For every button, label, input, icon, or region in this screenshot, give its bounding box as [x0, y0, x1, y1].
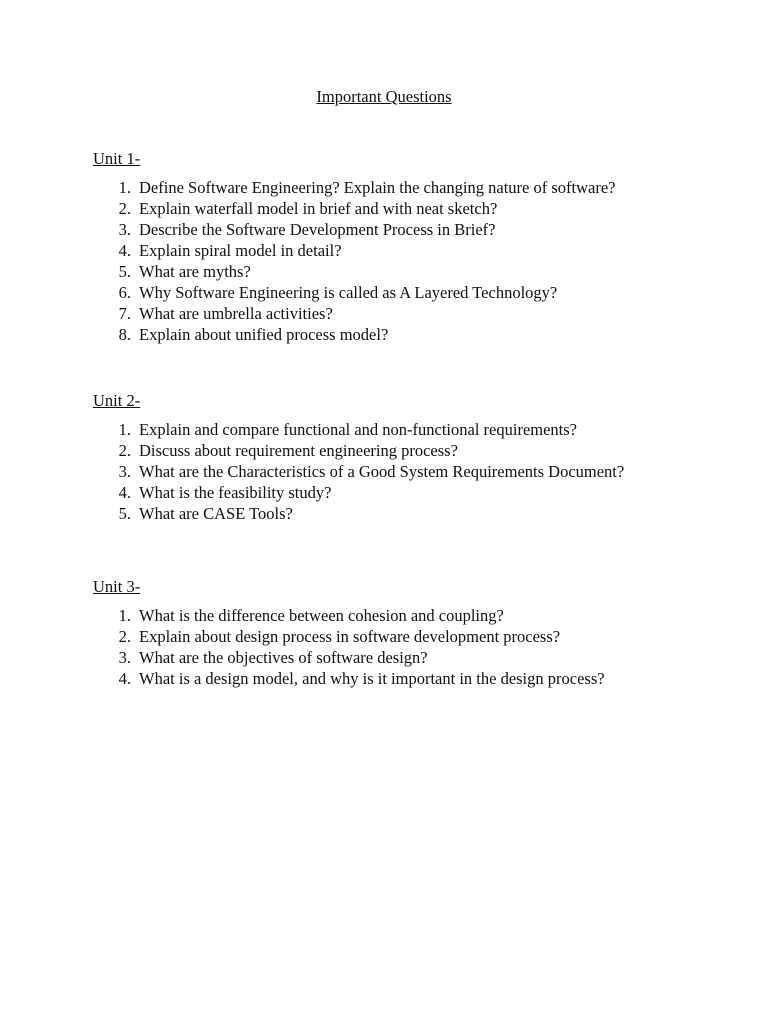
question-item — [93, 261, 713, 282]
unit-2-section — [93, 391, 713, 524]
unit-1-section — [93, 149, 713, 345]
question-number: 7. — [118, 304, 131, 323]
question-item — [93, 605, 713, 626]
question-text: What are CASE Tools? — [139, 504, 293, 523]
question-number: 8. — [118, 325, 131, 344]
question-item — [93, 440, 713, 461]
question-number: 3. — [118, 462, 131, 481]
question-text: What is the difference between cohesion and coupling? — [139, 606, 504, 625]
question-text: What are umbrella activities? — [139, 304, 333, 323]
unit-3-section — [93, 577, 713, 689]
question-list — [93, 605, 713, 689]
question-number: 1. — [118, 420, 131, 439]
question-list — [93, 419, 713, 524]
question-item — [93, 219, 713, 240]
question-text: What is a design model, and why is it important in the design process? — [139, 669, 605, 688]
question-number: 1. — [118, 178, 131, 197]
question-list — [93, 177, 713, 345]
question-item — [93, 282, 713, 303]
question-item — [93, 668, 713, 689]
question-number: 5. — [118, 504, 131, 523]
question-number: 4. — [118, 669, 131, 688]
question-number: 5. — [118, 262, 131, 281]
question-text: Explain about unified process model? — [139, 325, 389, 344]
question-text: What is the feasibility study? — [139, 483, 332, 502]
question-item — [93, 324, 713, 345]
question-text: Discuss about requirement engineering process? — [139, 441, 458, 460]
question-item — [93, 177, 713, 198]
unit-heading: Unit 3- — [93, 577, 141, 596]
question-item — [93, 461, 713, 482]
question-item — [93, 419, 713, 440]
question-text: What are myths? — [139, 262, 251, 281]
question-text: Explain about design process in software development process? — [139, 627, 561, 646]
unit-heading: Unit 2- — [93, 391, 141, 410]
question-text: Explain waterfall model in brief and with neat sketch? — [139, 199, 498, 218]
question-number: 2. — [118, 199, 131, 218]
question-text: Why Software Engineering is called as A Layered Technology? — [139, 283, 558, 302]
unit-heading: Unit 1- — [93, 149, 141, 168]
question-text: Describe the Software Development Process in Brief? — [139, 220, 496, 239]
question-number: 2. — [118, 627, 131, 646]
question-number: 2. — [118, 441, 131, 460]
question-item — [93, 647, 713, 668]
question-number: 1. — [118, 606, 131, 625]
question-item — [93, 482, 713, 503]
question-text: Explain and compare functional and non-functional requirements? — [139, 420, 578, 439]
question-item — [93, 240, 713, 261]
question-text: What are the objectives of software design? — [139, 648, 428, 667]
question-text: Explain spiral model in detail? — [139, 241, 342, 260]
question-number: 3. — [118, 220, 131, 239]
question-number: 4. — [118, 241, 131, 260]
question-item — [93, 303, 713, 324]
question-number: 6. — [118, 283, 131, 302]
question-number: 4. — [118, 483, 131, 502]
question-text: Define Software Engineering? Explain the changing nature of software? — [139, 178, 616, 197]
question-number: 3. — [118, 648, 131, 667]
question-item — [93, 503, 713, 524]
question-item — [93, 198, 713, 219]
question-item — [93, 626, 713, 647]
question-text: What are the Characteristics of a Good System Requirements Document? — [139, 462, 625, 481]
document-title: Important Questions — [316, 87, 452, 106]
